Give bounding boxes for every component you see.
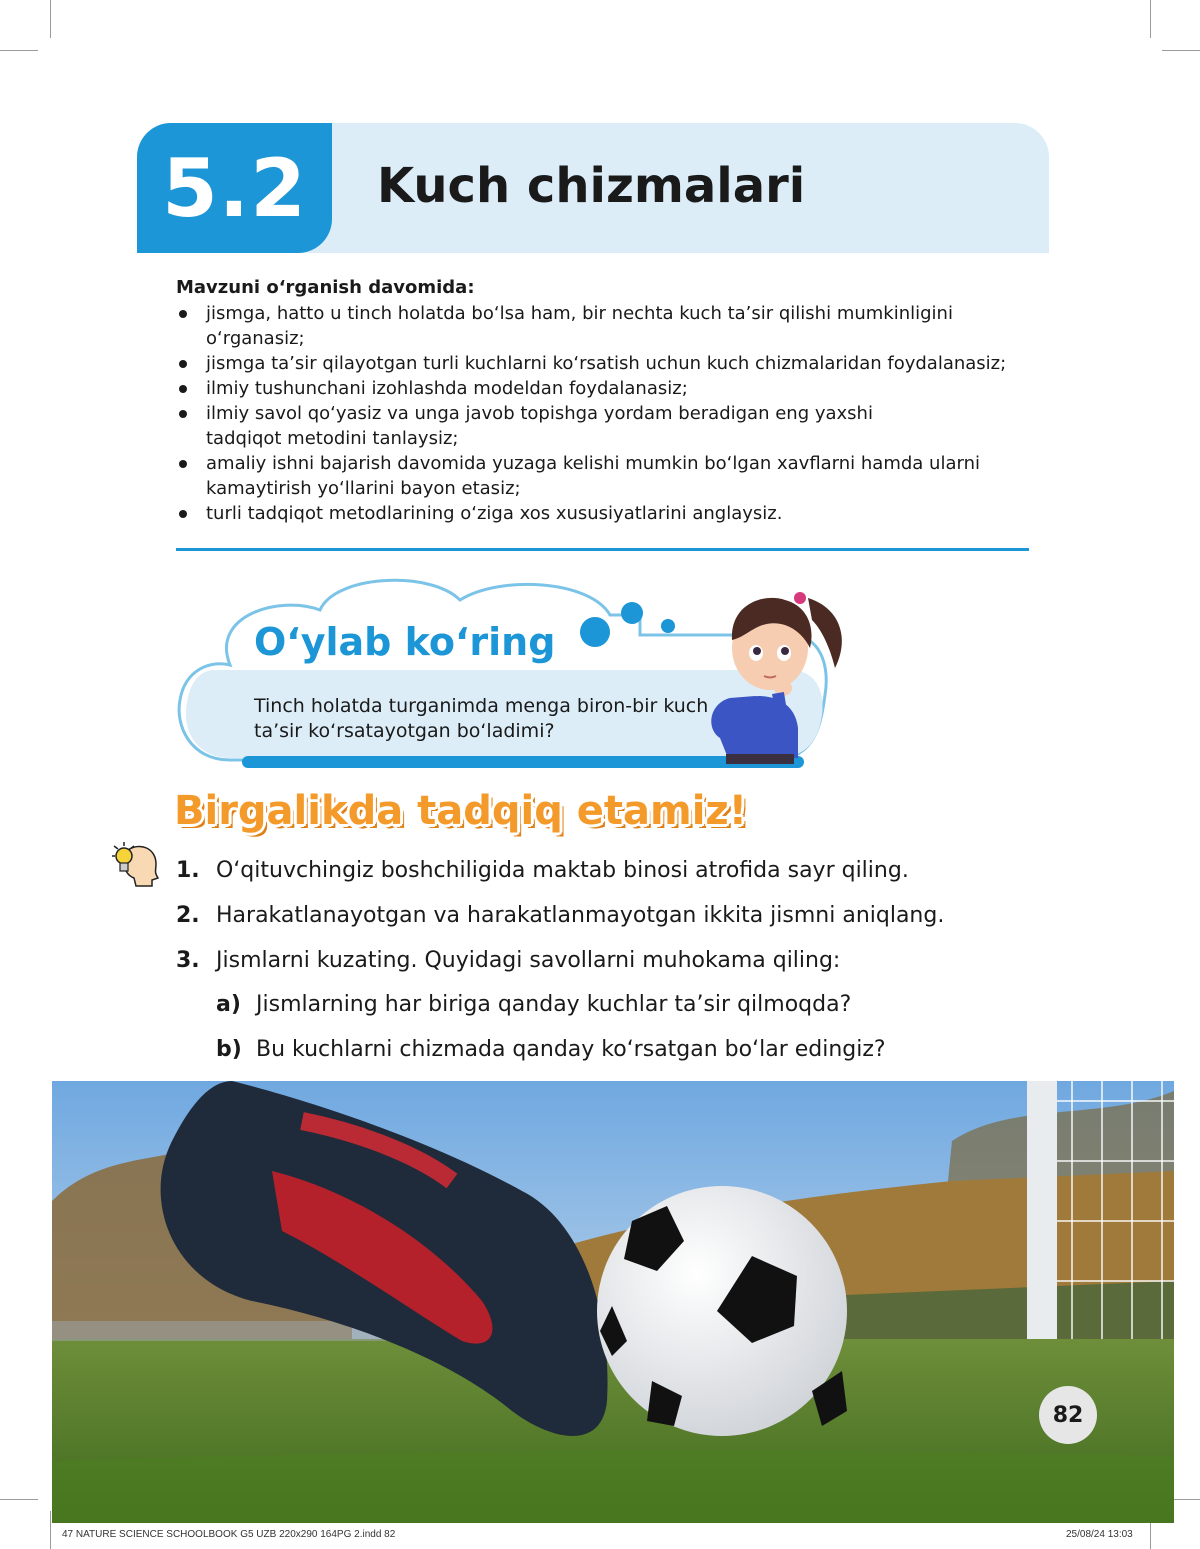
lesson-number: 5.2 (137, 123, 332, 253)
crop-mark (0, 1499, 38, 1500)
explore-substep (216, 992, 851, 1017)
step-number: 1. (176, 858, 200, 883)
substep-text: Bu kuchlarni chizmada qanday ko‘rsatgan bo‘lar edingiz? (256, 1037, 886, 1062)
objective-item: turli tadqiqot metodlarining o‘ziga xos xususiyatlarini anglaysiz. (176, 501, 1046, 526)
step-text: O‘qituvchingiz boshchiligida maktab binosi atrofida sayr qiling. (216, 858, 909, 883)
explore-step (176, 948, 840, 973)
lesson-title: Kuch chizmalari (377, 158, 806, 214)
explore-step (176, 903, 944, 928)
lightbulb-head-icon (110, 838, 162, 888)
objective-item: jismga ta’sir qilayotgan turli kuchlarni ko‘rsatish uchun kuch chizmalaridan foydalanasiz; (176, 351, 1046, 376)
explore-substep (216, 1037, 886, 1062)
substep-label: a) (216, 992, 241, 1017)
crop-mark (1150, 0, 1151, 38)
step-text: Jismlarni kuzating. Quyidagi savollarni muhokama qiling: (216, 948, 841, 973)
objective-item: ilmiy tushunchani izohlashda modeldan foydalanasiz; (176, 376, 1046, 401)
objectives-list (176, 301, 1046, 526)
crop-mark (1162, 50, 1200, 51)
objectives-heading: Mavzuni o‘rganish davomida: (176, 277, 475, 298)
girl-thinking-illustration (690, 578, 860, 768)
objective-item: jismga, hatto u tinch holatda bo‘lsa ham, bir nechta kuch ta’sir qilishi mumkinligini o‘rganasiz; (176, 301, 976, 351)
page-number: 82 (1039, 1386, 1097, 1444)
crop-mark (50, 1511, 51, 1549)
substep-label: b) (216, 1037, 242, 1062)
crop-mark (50, 0, 51, 38)
crop-mark (0, 50, 38, 51)
think-box-title: O‘ylab ko‘ring (254, 620, 556, 664)
objective-item: ilmiy savol qo‘yasiz va unga javob topishga yordam beradigan eng yaxshi tadqiqot metodini tanlaysiz; (176, 401, 906, 451)
print-footer-right: 25/08/24 13:03 (1066, 1529, 1133, 1540)
objective-item: amaliy ishni bajarish davomida yuzaga kelishi mumkin bo‘lgan xavflarni hamda ularni kamaytirish yo‘llarini bayon etasiz; (176, 451, 1016, 501)
substep-text: Jismlarning har biriga qanday kuchlar ta’sir qilmoqda? (256, 992, 852, 1017)
step-number: 3. (176, 948, 200, 973)
explore-step (176, 858, 909, 883)
step-number: 2. (176, 903, 200, 928)
step-text: Harakatlanayotgan va harakatlanmayotgan ikkita jismni aniqlang. (216, 903, 945, 928)
think-box-question: Tinch holatda turganimda menga biron-bir kuch ta’sir ko‘rsatayotgan bo‘ladimi? (254, 695, 709, 742)
section-divider (176, 548, 1029, 551)
explore-heading: Birgalikda tadqiq etamiz! (174, 788, 747, 834)
print-footer-left: 47 NATURE SCIENCE SCHOOLBOOK G5 UZB 220x290 164PG 2.indd 82 (62, 1529, 396, 1540)
football-kick-photo (52, 1081, 1174, 1523)
